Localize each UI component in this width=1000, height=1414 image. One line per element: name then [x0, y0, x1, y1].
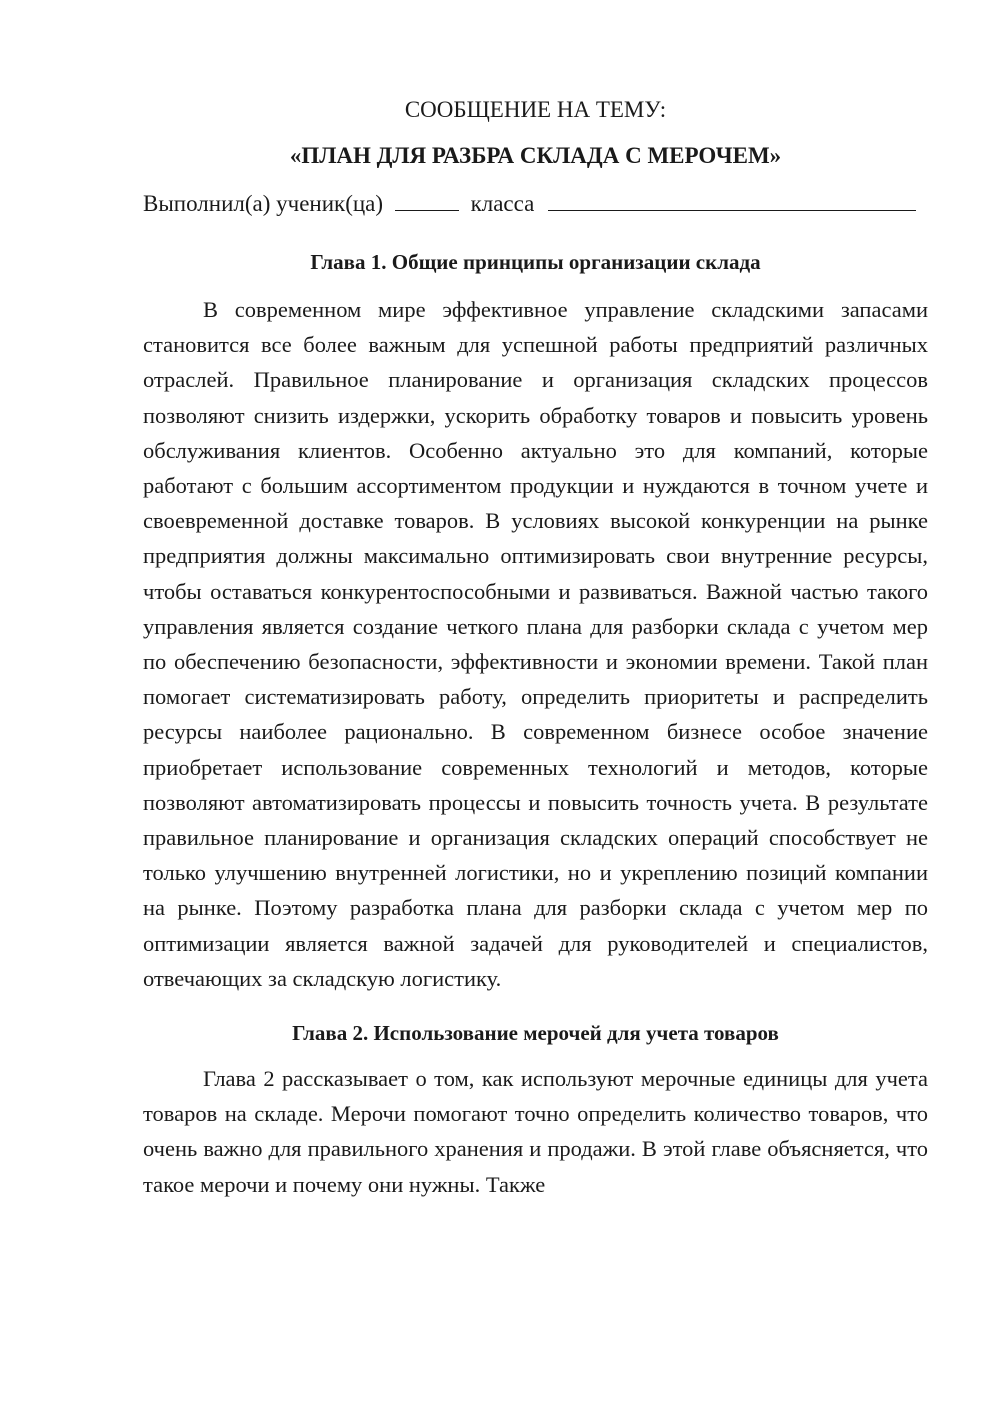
class-label: класса — [470, 191, 535, 216]
class-number-blank — [395, 190, 459, 211]
chapter-2-heading: Глава 2. Использование мерочей для учета товаров — [292, 1021, 779, 1046]
performed-by-label: Выполнил(а) ученик(ца) — [143, 191, 384, 216]
chapter-1-paragraph: В современном мире эффективное управление складскими запасами становится все более важным для успешной работы предприятий различных отраслей. Правильное планирование и организация складских процессов позволяют снизить издержки, ускорить обработку товаров и повысить уровень обслуживания клиентов. Особенно актуально это для компаний, которые работают с большим ассортиментом продукции и нуждаются в точном учете и своевременной доставке товаров. В условиях высокой конкуренции на рынке предприятия должны максимально оптимизировать свои внутренние ресурсы, чтобы оставаться конкурентоспособными и развиваться. Важной частью такого управления является создание четкого плана для разборки склада с учетом мер по обеспечению безопасности, эффективности и экономии времени. Такой план помогает систематизировать работу, определить приоритеты и распределить ресурсы наиболее рационально. В современном бизнесе особое значение приобретает использование современных технологий и методов, которые позволяют автоматизировать процессы и повысить точность учета. В результате правильное планирование и организация складских операций способствует не только улучшению внутренней логистики, но и укреплению позиций компании на рынке. Поэтому разработка плана для разборки склада с учетом мер по оптимизации является важной задачей для руководителей и специалистов, отвечающих за складскую логистику. — [143, 297, 928, 991]
chapter-1-heading: Глава 1. Общие принципы организации склада — [310, 250, 761, 274]
report-type-title: СООБЩЕНИЕ НА ТЕМУ: — [404, 97, 667, 122]
student-name-blank — [548, 190, 916, 211]
report-topic-title: «ПЛАН ДЛЯ РАЗБРА СКЛАДА С МЕРОЧЕМ» — [289, 143, 782, 168]
author-line — [143, 186, 928, 222]
chapter-2-paragraph: Глава 2 рассказывает о том, как используют мерочные единицы для учета товаров на складе. Мерочи помогают точно определить количество товаров, что очень важно для правильного хранения и продажи. В этой главе объясняется, что такое мерочи и почему они нужны. Также — [143, 1066, 928, 1197]
document-page — [143, 92, 928, 1202]
